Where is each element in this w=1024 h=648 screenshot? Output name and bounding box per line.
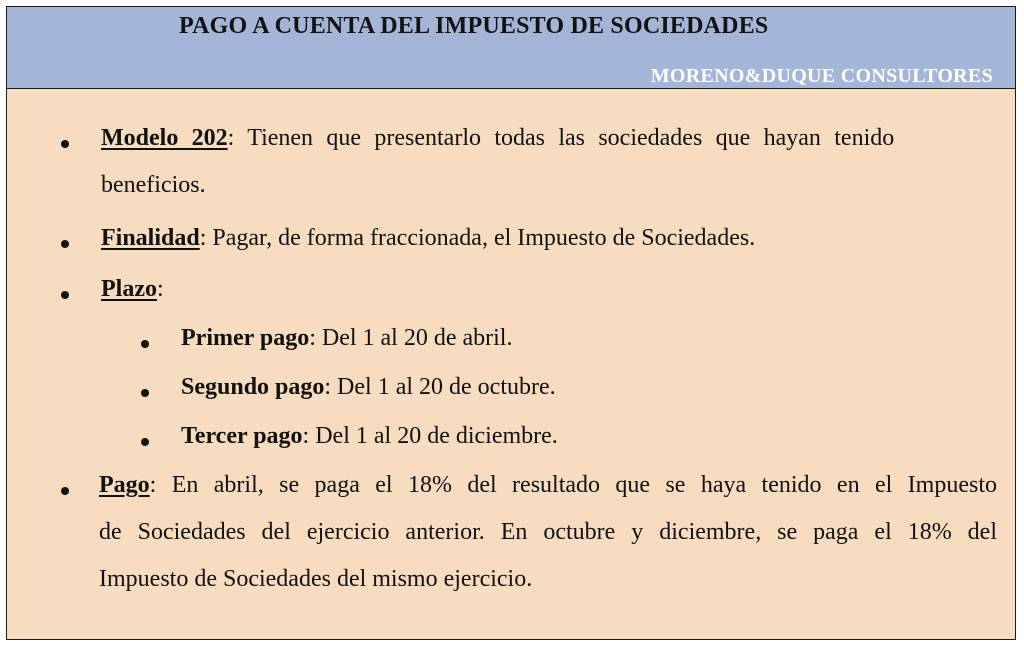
segundo-pago-line [181,374,556,401]
plazo-line [101,276,164,303]
finalidad-term: Finalidad [101,225,200,251]
modelo-text-1: : Tienen que presentarlo todas las sociedades que hayan tenido [227,125,895,151]
modelo-line-1 [101,125,894,152]
bullet-icon [61,240,69,248]
primer-pago-line [181,325,512,352]
bullet-icon [61,487,69,495]
tercer-pago-text: : Del 1 al 20 de diciembre. [302,423,558,449]
primer-pago-term: Primer pago [181,325,310,351]
tercer-pago-line [181,423,558,450]
panel-header [7,7,1015,89]
plazo-term: Plazo [101,276,157,302]
bullet-icon [141,389,149,397]
segundo-pago-text: : Del 1 al 20 de octubre. [324,374,556,400]
plazo-text: : [156,276,164,302]
tercer-pago-term: Tercer pago [181,423,303,449]
primer-pago-text: : Del 1 al 20 de abril. [309,325,513,351]
pago-text-2: de Sociedades del ejercicio anterior. En octubre y diciembre, se paga el 18% del [99,519,997,545]
pago-text-1: : En abril, se paga el 18% del resultado que se haya tenido en el Impuesto [149,472,997,498]
finalidad-line [101,225,755,252]
brand-label: MORENO&DUQUE CONSULTORES [650,65,993,87]
bullet-icon [141,340,149,348]
pago-term: Pago [99,472,150,498]
pago-text-3: Impuesto de Sociedades del mismo ejercicio. [99,566,533,592]
modelo-text-2: beneficios. [101,172,206,198]
finalidad-text: : Pagar, de forma fraccionada, el Impuesto de Sociedades. [199,225,756,251]
pago-line-1 [99,472,997,499]
segundo-pago-term: Segundo pago [181,374,325,400]
page-title: PAGO A CUENTA DEL IMPUESTO DE SOCIEDADES [179,13,769,39]
info-panel [6,6,1016,640]
bullet-icon [61,140,69,148]
bullet-icon [141,438,149,446]
modelo-term: Modelo 202 [101,125,228,151]
bullet-icon [61,291,69,299]
